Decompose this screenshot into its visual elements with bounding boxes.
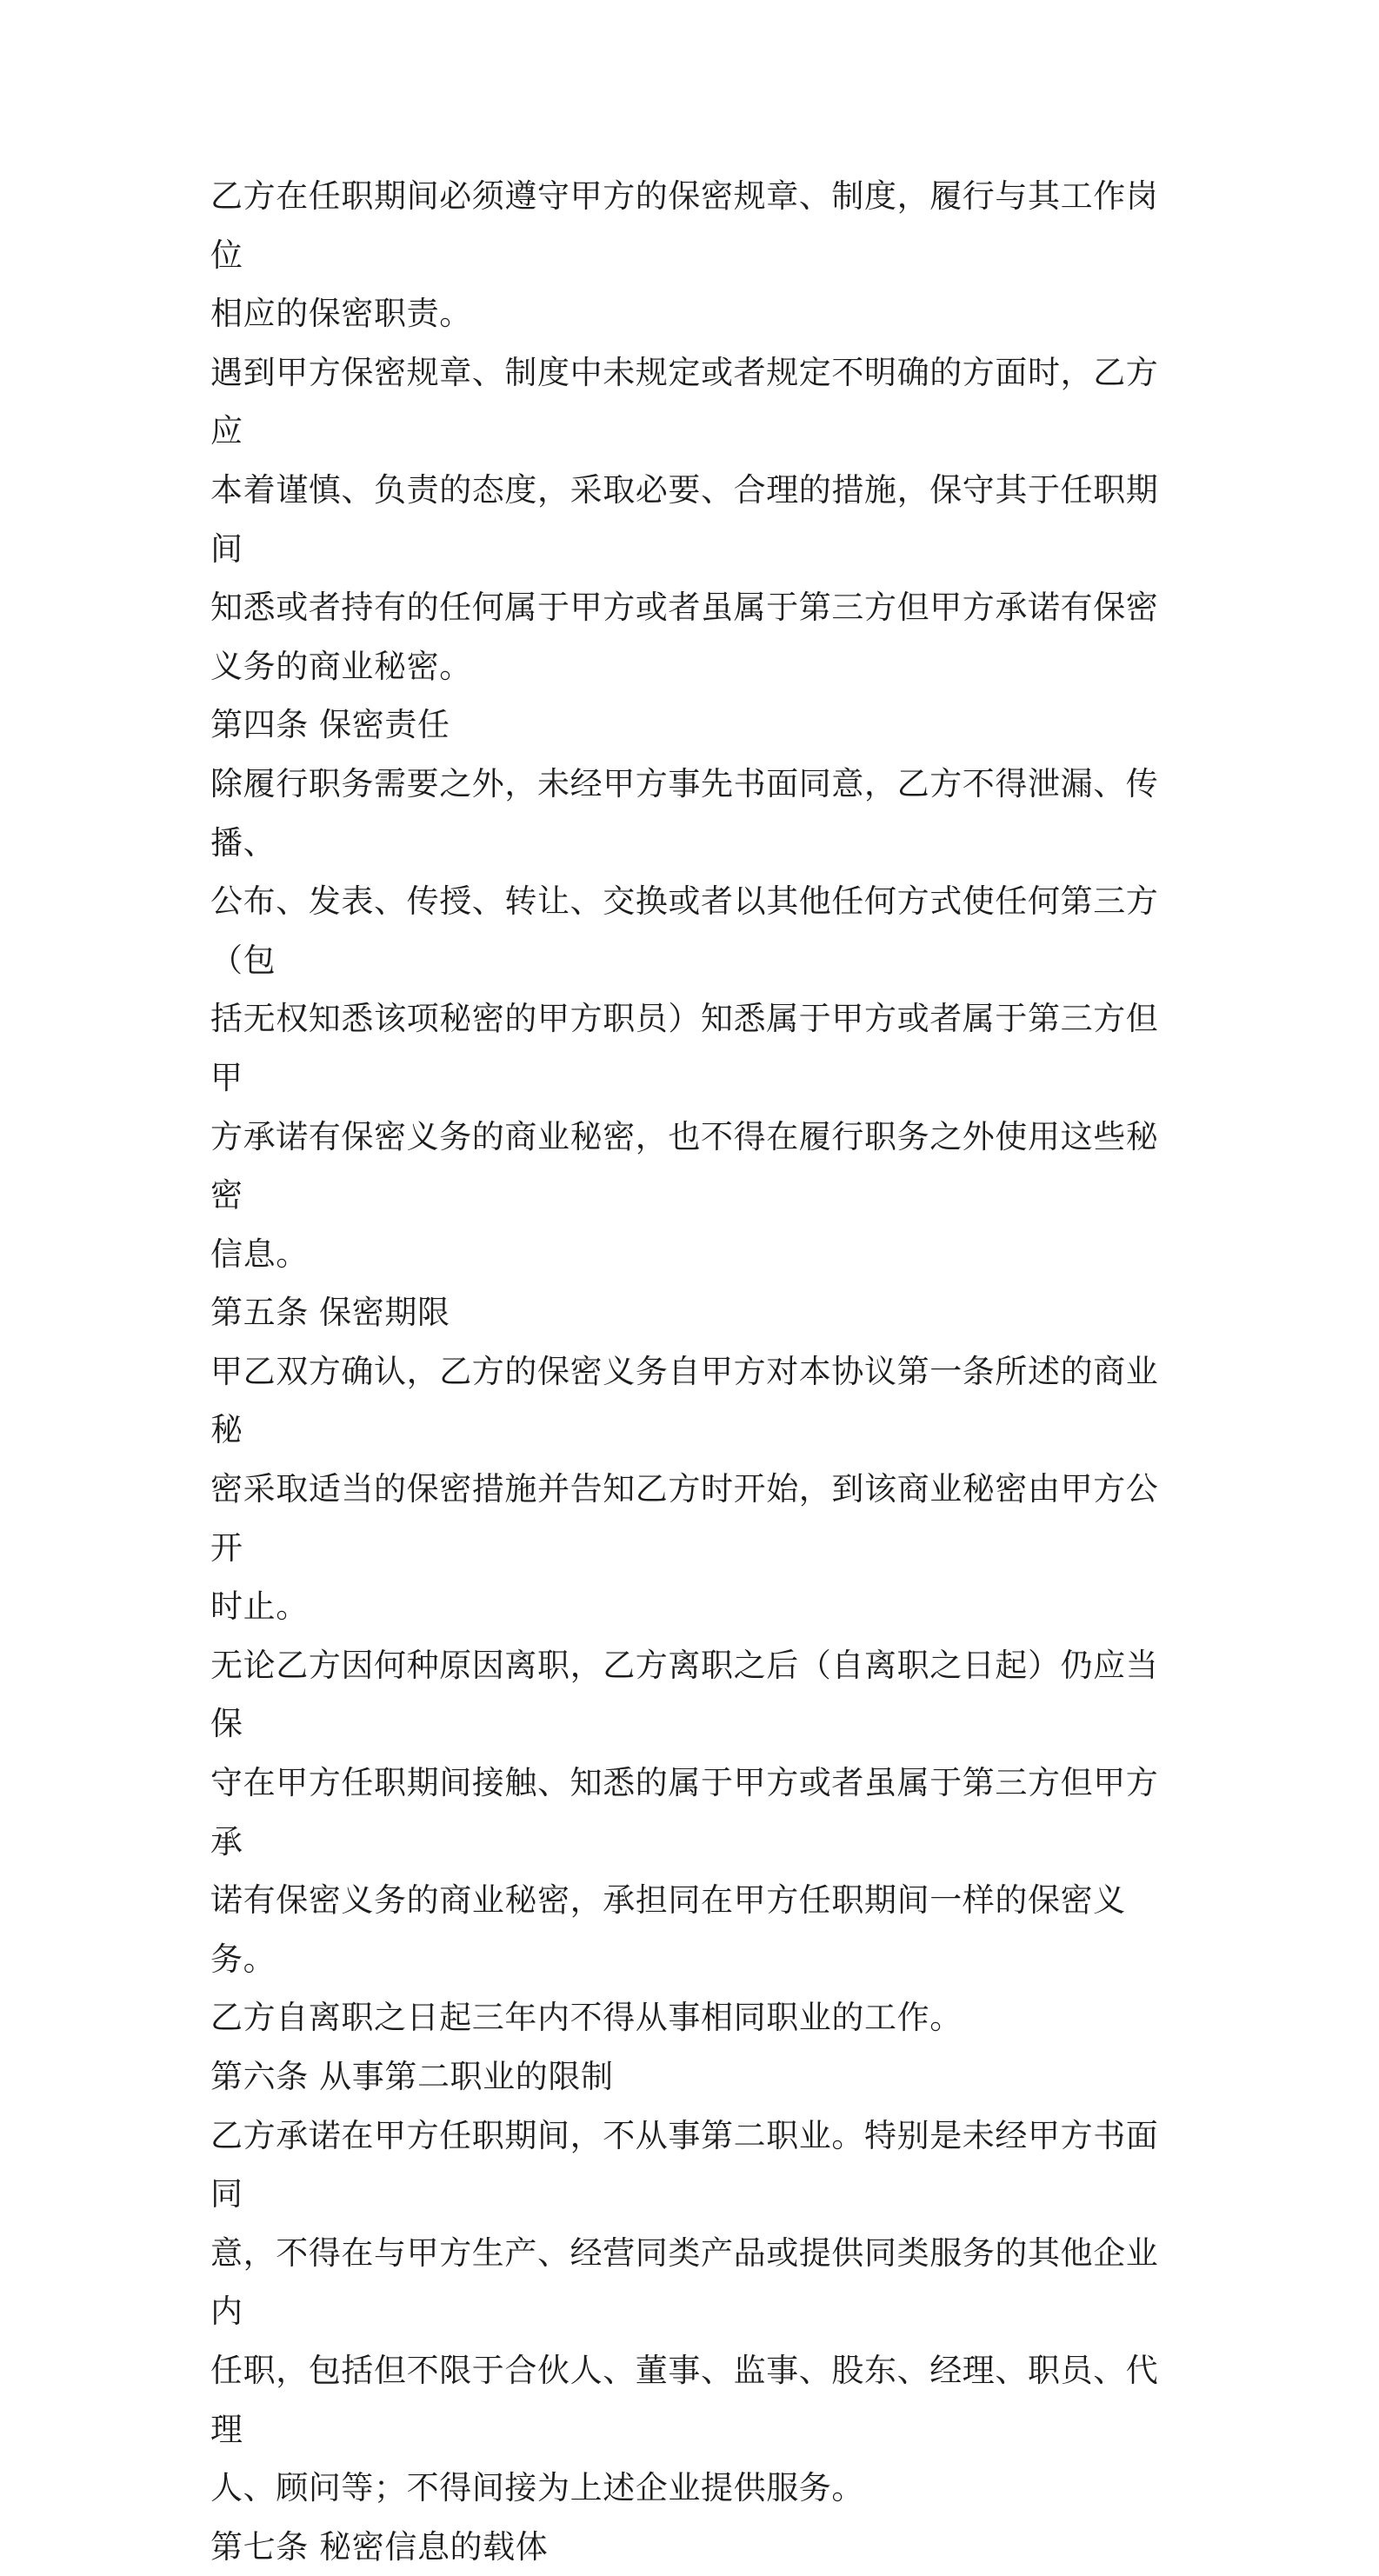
section-heading: 第四条 保密责任 (210, 706, 450, 744)
paragraph-line: 知悉或者持有的任何属于甲方或者虽属于第三方但甲方承诺有保密 (210, 589, 1159, 627)
section-heading: 第七条 秘密信息的载体 (210, 2527, 549, 2566)
document-body (210, 167, 1184, 2576)
paragraph-line: 密采取适当的保密措施并告知乙方时开始，到该商业秘密由甲方公开 (210, 1470, 1159, 1567)
paragraph-line: 意，不得在与甲方生产、经营同类产品或提供同类服务的其他企业内 (210, 2233, 1159, 2331)
paragraph-line: 乙方在任职期间必须遵守甲方的保密规章、制度，履行与其工作岗位 (210, 177, 1159, 274)
paragraph-line: 任职，包括但不限于合伙人、董事、监事、股东、经理、职员、代理 (210, 2351, 1159, 2448)
paragraph-line: 人、顾问等；不得间接为上述企业提供服务。 (210, 2469, 864, 2507)
paragraph-line: 无论乙方因何种原因离职，乙方离职之后（自离职之日起）仍应当保 (210, 1646, 1159, 1743)
paragraph-line: 信息。 (210, 1235, 309, 1273)
paragraph-line: 公布、发表、传授、转让、交换或者以其他任何方式使任何第三方（包 (210, 882, 1159, 979)
paragraph-line: 义务的商业秘密。 (210, 647, 472, 685)
paragraph-line: 括无权知悉该项秘密的甲方职员）知悉属于甲方或者属于第三方但甲 (210, 1000, 1159, 1096)
paragraph-line: 乙方承诺在甲方任职期间，不从事第二职业。特别是未经甲方书面同 (210, 2116, 1159, 2213)
paragraph-line: 除履行职务需要之外，未经甲方事先书面同意，乙方不得泄漏、传播、 (210, 764, 1159, 862)
paragraph-line: 诺有保密义务的商业秘密，承担同在甲方任职期间一样的保密义务。 (210, 1881, 1126, 1978)
paragraph-line: 相应的保密职责。 (210, 295, 472, 333)
paragraph-line: 甲乙双方确认，乙方的保密义务自甲方对本协议第一条所述的商业秘 (210, 1352, 1159, 1449)
paragraph-line: 乙方自离职之日起三年内不得从事相同职业的工作。 (210, 1999, 963, 2037)
paragraph-line: 方承诺有保密义务的商业秘密，也不得在履行职务之外使用这些秘密 (210, 1117, 1159, 1215)
paragraph-line: 遇到甲方保密规章、制度中未规定或者规定不明确的方面时，乙方应 (210, 353, 1159, 450)
section-heading: 第五条 保密期限 (210, 1294, 450, 1332)
paragraph-line: 时止。 (210, 1588, 309, 1626)
paragraph-line: 守在甲方任职期间接触、知悉的属于甲方或者虽属于第三方但甲方承 (210, 1764, 1159, 1860)
section-heading: 第六条 从事第二职业的限制 (210, 2058, 614, 2095)
paragraph-line: 本着谨慎、负责的态度，采取必要、合理的措施，保守其于任职期间 (210, 470, 1159, 568)
